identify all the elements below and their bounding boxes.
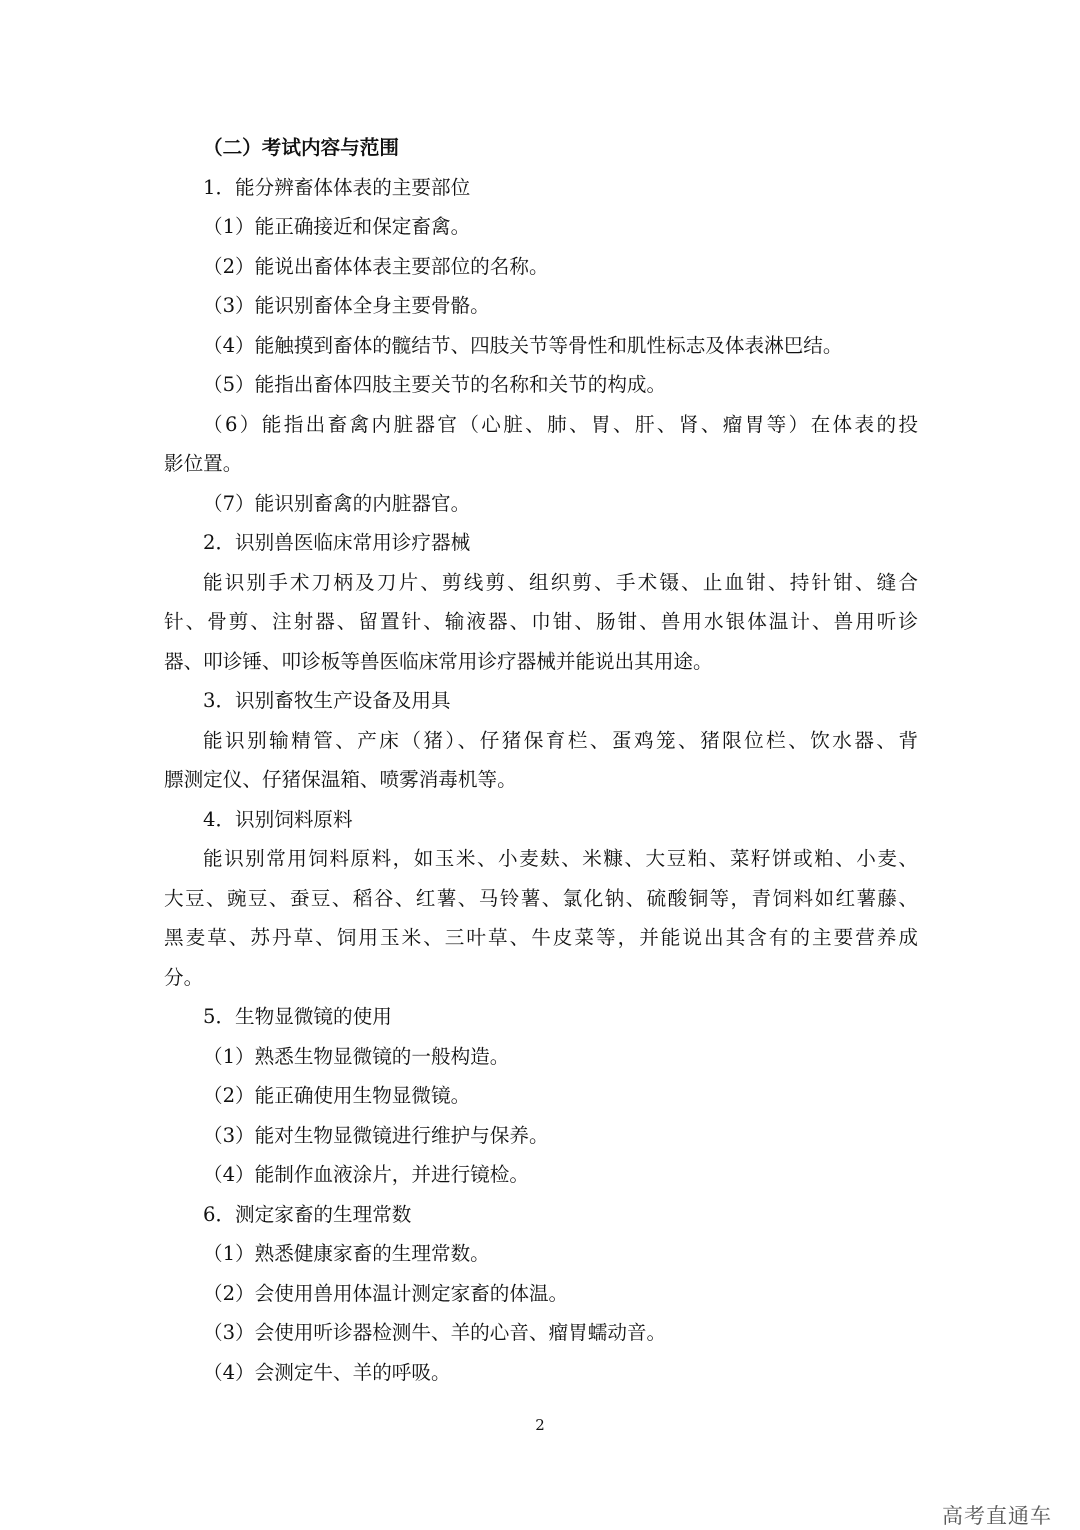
text-line: （2）能说出畜体体表主要部位的名称。: [203, 254, 549, 278]
text-line: 能识别手术刀柄及刀片、剪线剪、组织剪、手术镊、止血钳、持针钳、缝合: [203, 570, 918, 594]
text-line: （4）会测定牛、羊的呼吸。: [203, 1360, 451, 1384]
text-line: 器、叩诊锤、叩诊板等兽医临床常用诊疗器械并能说出其用途。: [164, 649, 713, 673]
text-line: （1）熟悉生物显微镜的一般构造。: [203, 1044, 510, 1068]
text-line: （3）会使用听诊器检测牛、羊的心音、瘤胃蠕动音。: [203, 1321, 667, 1344]
text-line: 5．生物显微镜的使用: [203, 1005, 392, 1028]
text-line: 6．测定家畜的生理常数: [203, 1202, 412, 1226]
text-line: 能识别常用饲料原料，如玉米、小麦麸、米糠、大豆粕、菜籽饼或粕、小麦、: [203, 847, 918, 870]
document-body: [164, 128, 918, 1392]
text-line: （5）能指出畜体四肢主要关节的名称和关节的构成。: [203, 373, 667, 396]
text-line: 分。: [164, 965, 204, 989]
paragraph-lines: [164, 168, 918, 1393]
text-line: 大豆、豌豆、蚕豆、稻谷、红薯、马铃薯、氯化钠、硫酸铜等，青饲料如红薯藤、: [164, 886, 918, 910]
text-line: 膘测定仪、仔猪保温箱、喷雾消毒机等。: [164, 768, 517, 791]
text-line: 影位置。: [164, 452, 243, 475]
text-line: （3）能识别畜体全身主要骨骼。: [203, 294, 490, 317]
text-line: （1）熟悉健康家畜的生理常数。: [203, 1242, 490, 1265]
text-line: （2）会使用兽用体温计测定家畜的体温。: [203, 1281, 569, 1305]
text-line: （2）能正确使用生物显微镜。: [203, 1084, 471, 1107]
watermark-text: 高考直通车: [942, 1504, 1052, 1528]
text-line: 黑麦草、苏丹草、饲用玉米、三叶草、牛皮菜等，并能说出其含有的主要营养成: [164, 926, 918, 949]
text-line: （6）能指出畜禽内脏器官（心脏、肺、胃、肝、肾、瘤胃等）在体表的投: [203, 412, 918, 436]
text-line: （1）能正确接近和保定畜禽。: [203, 215, 471, 238]
text-line: 1．能分辨畜体体表的主要部位: [203, 175, 471, 199]
text-line: （4）能触摸到畜体的髋结节、四肢关节等骨性和肌性标志及体表淋巴结。: [203, 333, 843, 357]
section-heading: （二）考试内容与范围: [203, 136, 399, 159]
text-line: （4）能制作血液涂片，并进行镜检。: [203, 1163, 529, 1186]
text-line: （7）能识别畜禽的内脏器官。: [203, 491, 471, 515]
text-line: 能识别输精管、产床（猪）、仔猪保育栏、蛋鸡笼、猪限位栏、饮水器、背: [203, 728, 918, 752]
text-line: 4．识别饲料原料: [203, 807, 353, 831]
text-line: 3．识别畜牧生产设备及用具: [203, 689, 451, 712]
text-line: 针、骨剪、注射器、留置针、输液器、巾钳、肠钳、兽用水银体温计、兽用听诊: [164, 610, 918, 633]
page-number: 2: [535, 1416, 545, 1434]
text-line: 2．识别兽医临床常用诊疗器械: [203, 531, 471, 554]
text-line: （3）能对生物显微镜进行维护与保养。: [203, 1123, 549, 1147]
